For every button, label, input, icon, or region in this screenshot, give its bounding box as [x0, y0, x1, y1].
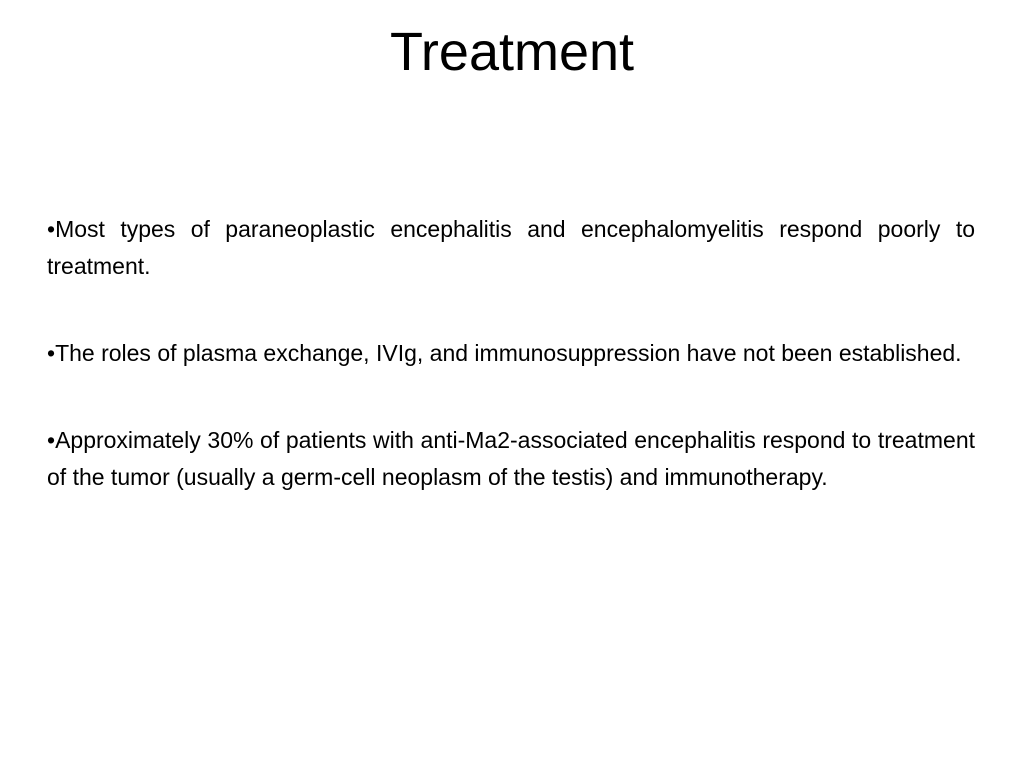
bullet-item-1 [47, 211, 975, 285]
bullet-item-3 [47, 422, 975, 496]
bullet-text: Most types of paraneoplastic encephalitis and encephalomyelitis respond poorly to treatment. [47, 216, 975, 279]
bullet-dot: • [47, 216, 56, 242]
bullet-text: The roles of plasma exchange, IVIg, and immunosuppression have not been established. [55, 340, 962, 366]
slide-title: Treatment [389, 22, 635, 82]
bullet-dot: • [47, 427, 56, 453]
bullet-dot: • [47, 340, 56, 366]
bullet-text: Approximately 30% of patients with anti-Ma2-associated encephalitis respond to treatment of the tumor (usually a germ-cell neoplasm of the testis) and immunotherapy. [47, 427, 975, 490]
bullet-list [47, 211, 975, 496]
bullet-item-2 [47, 335, 975, 372]
